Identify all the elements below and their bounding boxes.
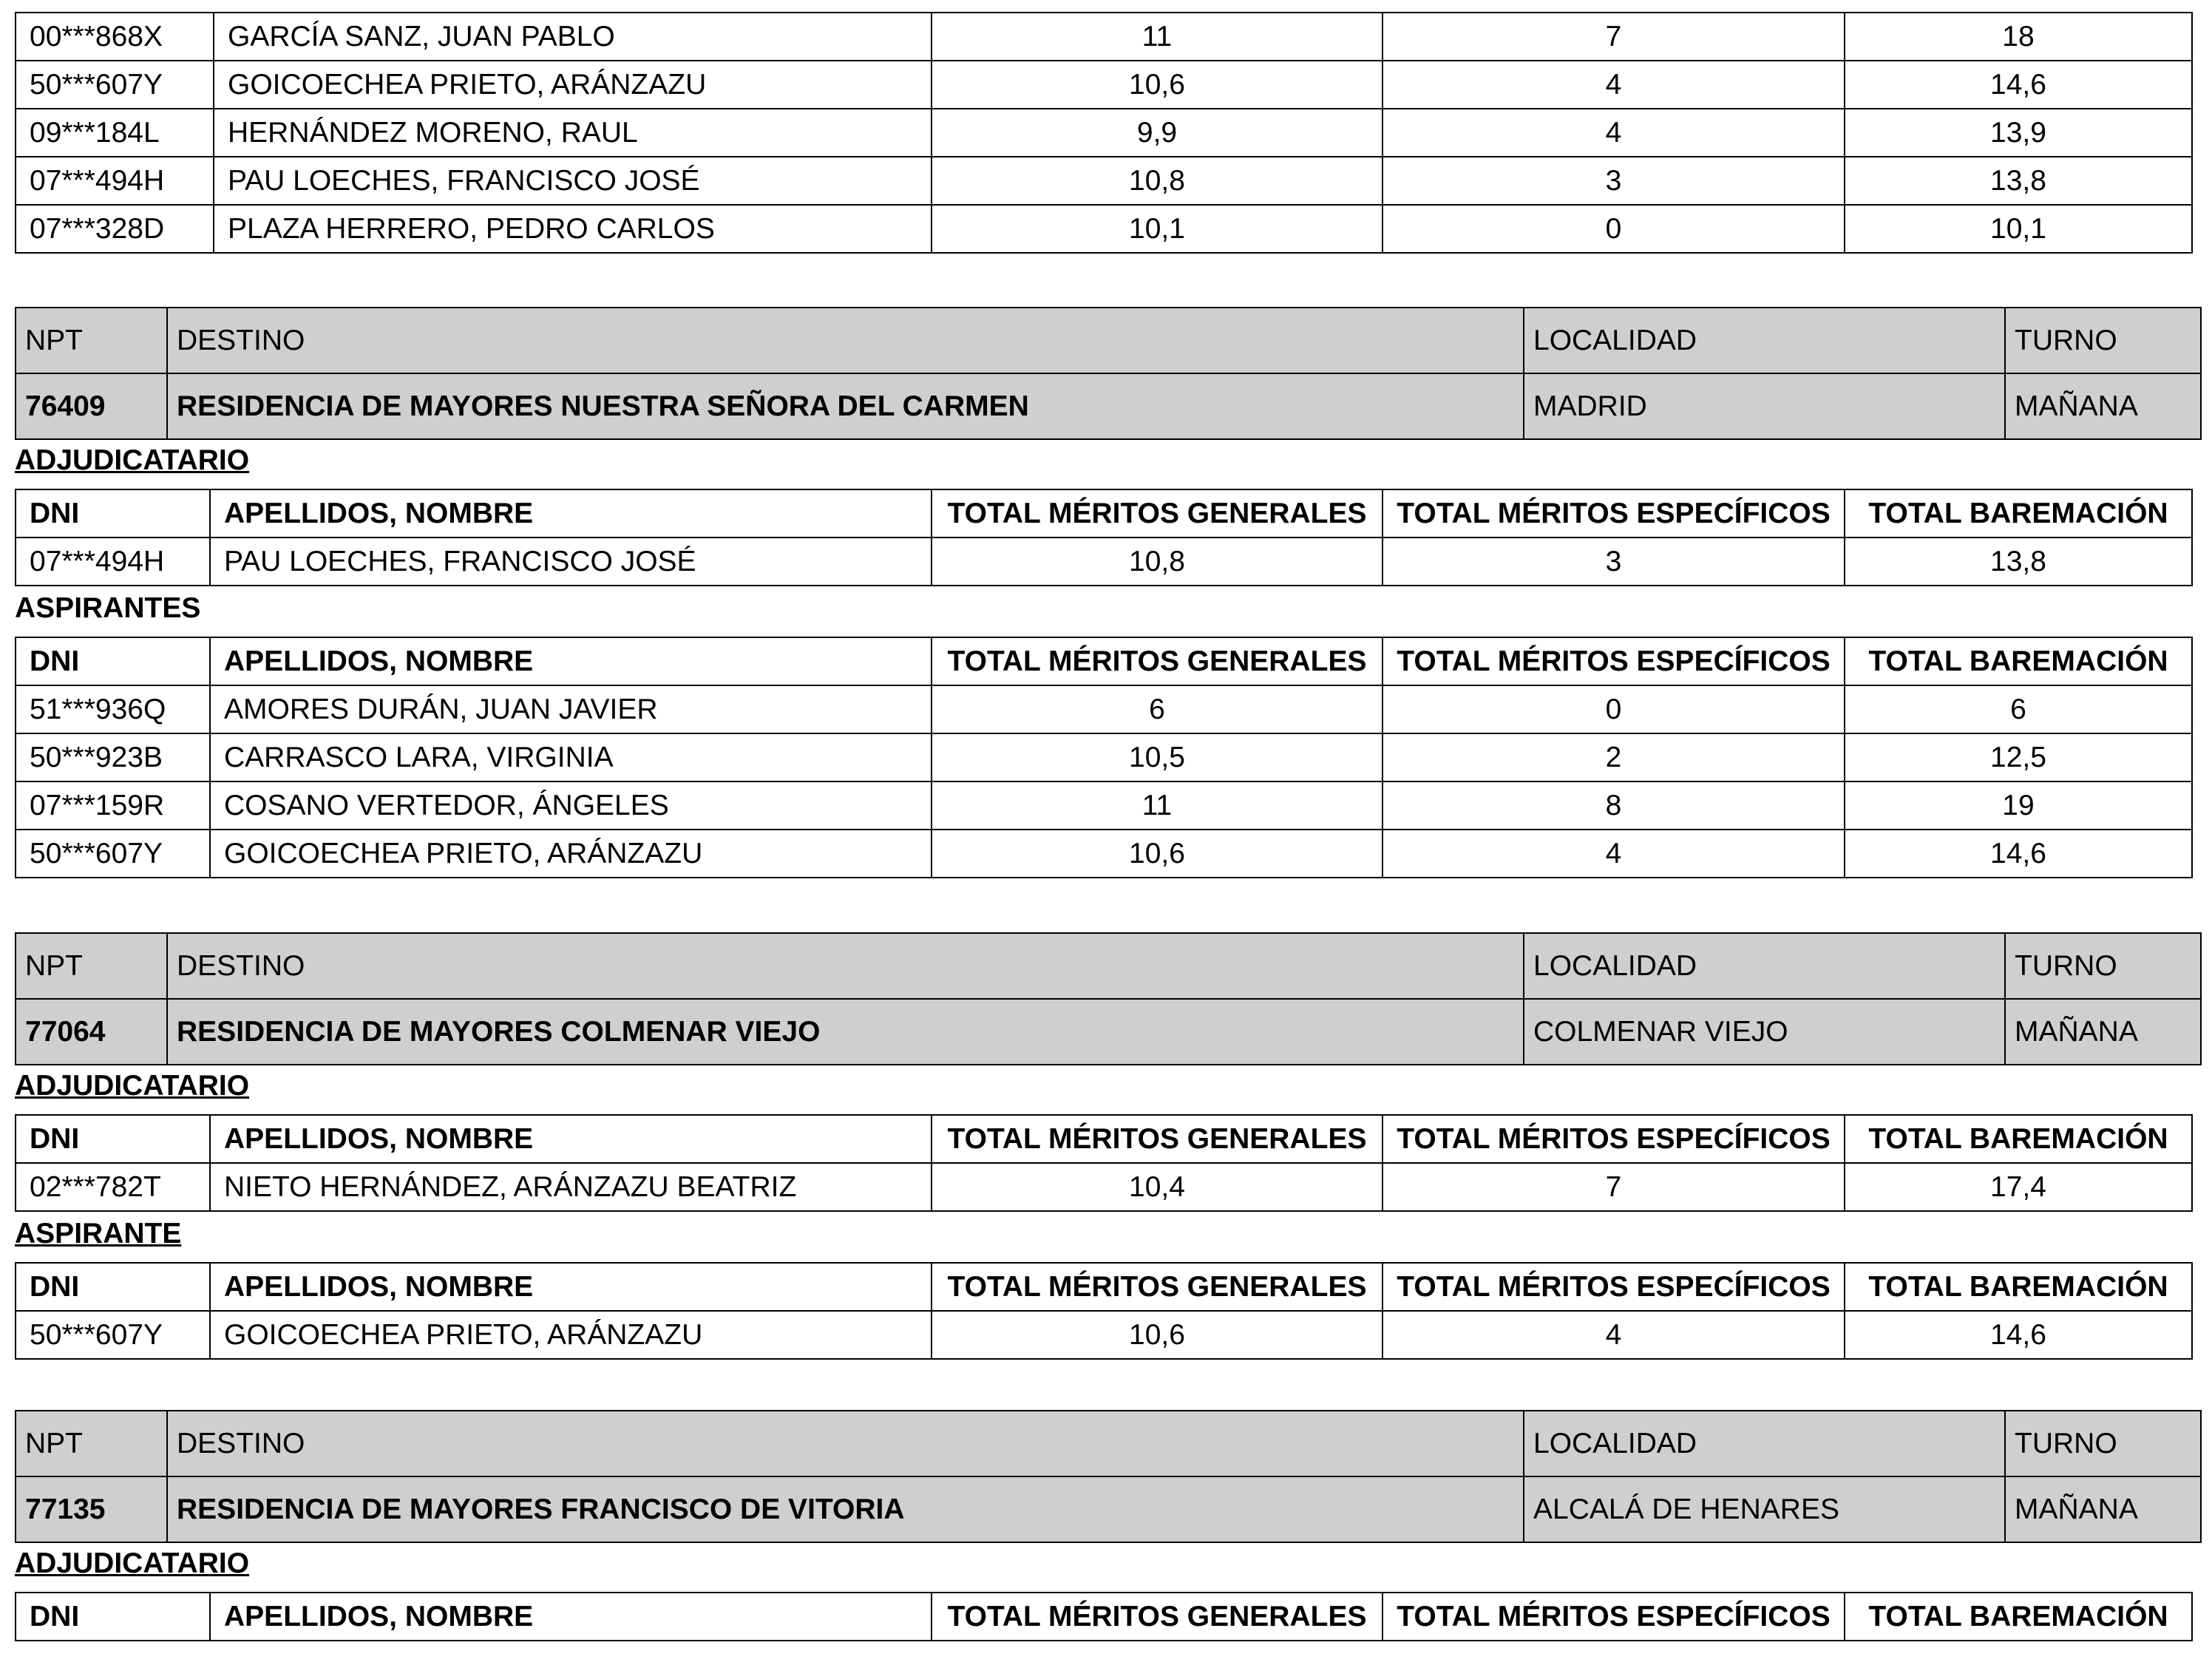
especificos-header: TOTAL MÉRITOS ESPECÍFICOS [1382,489,1845,538]
adjudicatario-table [15,489,2193,586]
dni-cell: 02***782T [16,1163,210,1211]
table-row [16,830,2192,878]
baremacion-header: TOTAL BAREMACIÓN [1845,489,2192,538]
dni-cell: 51***936Q [16,685,210,733]
baremacion-cell: 19 [1845,781,2192,830]
table-row [16,1163,2192,1211]
baremacion-cell: 14,6 [1845,61,2192,109]
baremacion-cell: 13,9 [1845,109,2192,157]
dni-cell: 50***607Y [16,61,214,109]
generales-cell: 10,4 [932,1163,1382,1211]
dni-header: DNI [16,489,210,538]
baremacion-cell: 14,6 [1845,1311,2192,1359]
destination-table [15,307,2202,440]
name-cell: GOICOECHEA PRIETO, ARÁNZAZU [210,1311,932,1359]
name-header: APELLIDOS, NOMBRE [210,637,932,685]
turno-header: TURNO [2005,1411,2201,1476]
name-cell: GARCÍA SANZ, JUAN PABLO [214,13,932,61]
generales-cell: 10,5 [932,733,1382,781]
table-row [16,61,2192,109]
table-row [16,733,2192,781]
destination-header-row [16,308,2201,373]
dni-header: DNI [16,637,210,685]
name-cell: PAU LOECHES, FRANCISCO JOSÉ [214,157,932,205]
generales-cell: 10,8 [932,538,1382,586]
aspirante-label: ASPIRANTE [15,1218,182,1249]
generales-cell: 11 [932,13,1382,61]
dni-header: DNI [16,1263,210,1311]
especificos-cell: 0 [1382,205,1845,253]
turno-header: TURNO [2005,933,2201,999]
generales-cell: 10,6 [932,61,1382,109]
especificos-cell: 3 [1382,538,1845,586]
table-row [16,685,2192,733]
localidad-header: LOCALIDAD [1524,1411,2005,1476]
destino-value: RESIDENCIA DE MAYORES COLMENAR VIEJO [167,999,1524,1065]
baremacion-cell: 6 [1845,685,2192,733]
generales-header: TOTAL MÉRITOS GENERALES [932,489,1382,538]
dni-header: DNI [16,1115,210,1163]
localidad-value: ALCALÁ DE HENARES [1524,1476,2005,1542]
generales-header: TOTAL MÉRITOS GENERALES [932,637,1382,685]
name-cell: GOICOECHEA PRIETO, ARÁNZAZU [210,830,932,878]
npt-value: 77135 [16,1476,167,1542]
destino-header: DESTINO [167,933,1524,999]
name-header: APELLIDOS, NOMBRE [210,1115,932,1163]
destination-value-row [16,373,2201,439]
baremacion-header: TOTAL BAREMACIÓN [1845,637,2192,685]
generales-cell: 10,1 [932,205,1382,253]
especificos-cell: 7 [1382,1163,1845,1211]
turno-value: MAÑANA [2005,373,2201,439]
name-cell: COSANO VERTEDOR, ÁNGELES [210,781,932,830]
destino-value: RESIDENCIA DE MAYORES NUESTRA SEÑORA DEL CARMEN [167,373,1524,439]
baremacion-header: TOTAL BAREMACIÓN [1845,1593,2192,1641]
table-header-row [16,637,2192,685]
npt-value: 77064 [16,999,167,1065]
generales-cell: 10,6 [932,830,1382,878]
generales-cell: 11 [932,781,1382,830]
baremacion-cell: 10,1 [1845,205,2192,253]
dni-cell: 00***868X [16,13,214,61]
especificos-cell: 2 [1382,733,1845,781]
table-header-row [16,1115,2192,1163]
dni-cell: 07***328D [16,205,214,253]
table-body [16,13,2192,253]
table-row [16,205,2192,253]
baremacion-header: TOTAL BAREMACIÓN [1845,1115,2192,1163]
especificos-cell: 4 [1382,830,1845,878]
especificos-header: TOTAL MÉRITOS ESPECÍFICOS [1382,1115,1845,1163]
table-row [16,781,2192,830]
name-cell: HERNÁNDEZ MORENO, RAUL [214,109,932,157]
dni-cell: 50***607Y [16,830,210,878]
baremacion-cell: 13,8 [1845,157,2192,205]
name-header: APELLIDOS, NOMBRE [210,1593,932,1641]
table-header-row [16,1263,2192,1311]
baremacion-cell: 12,5 [1845,733,2192,781]
npt-header: NPT [16,1411,167,1476]
destination-header-row [16,933,2201,999]
generales-cell: 9,9 [932,109,1382,157]
adjudicatario-label: ADJUDICATARIO [15,1547,250,1579]
localidad-value: COLMENAR VIEJO [1524,999,2005,1065]
aspirantes-table [15,1262,2193,1360]
dni-cell: 09***184L [16,109,214,157]
adjudicatario-table [15,1114,2193,1212]
baremacion-header: TOTAL BAREMACIÓN [1845,1263,2192,1311]
name-cell: PLAZA HERRERO, PEDRO CARLOS [214,205,932,253]
adjudicatario-table [15,1592,2193,1641]
dni-cell: 07***494H [16,157,214,205]
table-row [16,1311,2192,1359]
baremacion-cell: 13,8 [1845,538,2192,586]
aspirantes-table [15,637,2193,878]
table-row [16,13,2192,61]
table-row [16,157,2192,205]
dni-cell: 07***494H [16,538,210,586]
generales-cell: 6 [932,685,1382,733]
name-header: APELLIDOS, NOMBRE [210,489,932,538]
table-header-row [16,1593,2192,1641]
destino-header: DESTINO [167,308,1524,373]
generales-header: TOTAL MÉRITOS GENERALES [932,1263,1382,1311]
baremacion-cell: 17,4 [1845,1163,2192,1211]
name-header: APELLIDOS, NOMBRE [210,1263,932,1311]
npt-header: NPT [16,308,167,373]
especificos-cell: 7 [1382,13,1845,61]
generales-cell: 10,8 [932,157,1382,205]
especificos-header: TOTAL MÉRITOS ESPECÍFICOS [1382,637,1845,685]
table-row [16,109,2192,157]
dni-cell: 50***607Y [16,1311,210,1359]
especificos-cell: 8 [1382,781,1845,830]
generales-header: TOTAL MÉRITOS GENERALES [932,1115,1382,1163]
candidates-table-top [15,12,2193,254]
name-cell: AMORES DURÁN, JUAN JAVIER [210,685,932,733]
name-cell: GOICOECHEA PRIETO, ARÁNZAZU [214,61,932,109]
especificos-cell: 0 [1382,685,1845,733]
aspirantes-label: ASPIRANTES [15,592,201,624]
destination-table [15,1410,2202,1543]
name-cell: NIETO HERNÁNDEZ, ARÁNZAZU BEATRIZ [210,1163,932,1211]
destino-header: DESTINO [167,1411,1524,1476]
destination-header-row [16,1411,2201,1476]
adjudicatario-label: ADJUDICATARIO [15,444,250,476]
npt-value: 76409 [16,373,167,439]
localidad-header: LOCALIDAD [1524,933,2005,999]
especificos-header: TOTAL MÉRITOS ESPECÍFICOS [1382,1593,1845,1641]
turno-header: TURNO [2005,308,2201,373]
name-cell: CARRASCO LARA, VIRGINIA [210,733,932,781]
table-row [16,538,2192,586]
localidad-value: MADRID [1524,373,2005,439]
especificos-cell: 4 [1382,61,1845,109]
dni-cell: 07***159R [16,781,210,830]
destination-table [15,932,2202,1065]
adjudicatario-label: ADJUDICATARIO [15,1070,250,1102]
localidad-header: LOCALIDAD [1524,308,2005,373]
baremacion-cell: 18 [1845,13,2192,61]
npt-header: NPT [16,933,167,999]
generales-header: TOTAL MÉRITOS GENERALES [932,1593,1382,1641]
destino-value: RESIDENCIA DE MAYORES FRANCISCO DE VITORIA [167,1476,1524,1542]
destination-value-row [16,999,2201,1065]
especificos-header: TOTAL MÉRITOS ESPECÍFICOS [1382,1263,1845,1311]
name-cell: PAU LOECHES, FRANCISCO JOSÉ [210,538,932,586]
especificos-cell: 3 [1382,157,1845,205]
especificos-cell: 4 [1382,1311,1845,1359]
dni-header: DNI [16,1593,210,1641]
especificos-cell: 4 [1382,109,1845,157]
generales-cell: 10,6 [932,1311,1382,1359]
destination-value-row [16,1476,2201,1542]
table-header-row [16,489,2192,538]
turno-value: MAÑANA [2005,1476,2201,1542]
baremacion-cell: 14,6 [1845,830,2192,878]
turno-value: MAÑANA [2005,999,2201,1065]
dni-cell: 50***923B [16,733,210,781]
